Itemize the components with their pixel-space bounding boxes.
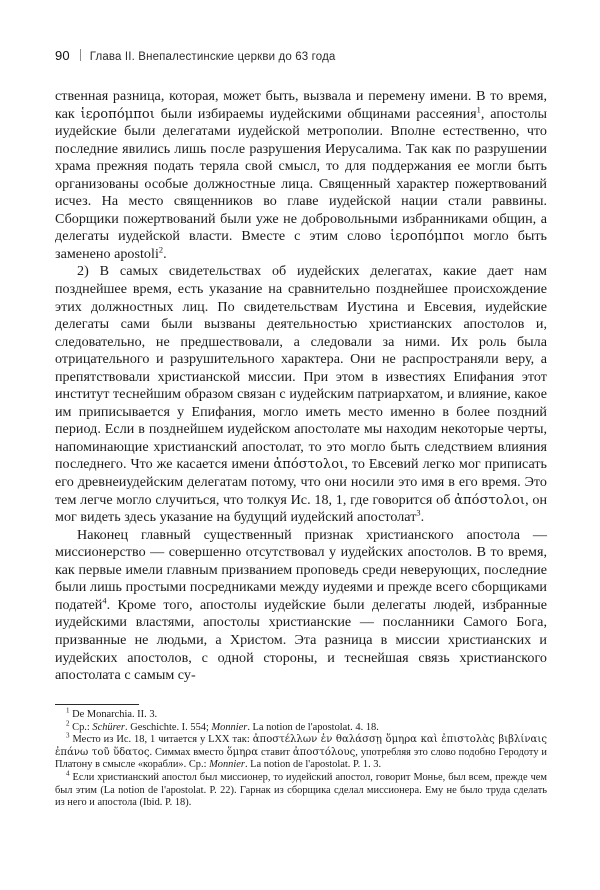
footnote-2-prefix: Cp.: <box>72 721 93 733</box>
footnote-3-segment-e: . La notion de l'apostolat. P. 1. 3. <box>244 759 382 771</box>
footnote-2-author-monnier: Monnier <box>211 721 248 733</box>
footnote-1-marker: 1 <box>66 706 70 715</box>
p1-segment-e: . <box>163 245 167 262</box>
p1-segment-a: ственная разница, которая, может быть, вызвала и перемену имени. В то время, как <box>55 88 547 122</box>
p1-segment-c: , апостолы иудейские были делегатами иудейской метрополии. Вполне естественно, что последние явились лишь после разрушения Иерусалима. Так как по разрушении храма прежняя подать теряла свой смысл, то для поддержания ее могли быть организованы особые должностные лица. Священный характер пожертвований исчез. На место священников во главе иудейской нации стали раввины. Сборщики пожертвований были уже не добровольными избранниками общин, а делегаты иудейской власти. Вместе с этим слово <box>55 105 547 245</box>
paragraph-2 <box>55 263 547 526</box>
footnote-3-greek-omera: ὅμηρα <box>226 746 259 758</box>
p3-segment-a: Наконец главный существенный признак христианского апостола — миссионерство — совершенно отсутствовал у иудейских апостолов. В то время, как первые имели главным призванием проповедь среди неверующих, последние были лишь простыми посредниками между иудеями и прежде всего сборщиками податей <box>55 526 547 613</box>
footnote-3-marker: 3 <box>66 731 70 740</box>
p2-segment-b: , то Евсевий легко мог приписать его древнеиудейским делегатам потому, что они носили это имя в его время. Это тем легче могло случиться, что толкуя Ис. 18, 1, где говорится об <box>55 456 547 508</box>
paragraph-1 <box>55 88 547 263</box>
footnote-2-author-schurer: Schürer <box>92 721 125 733</box>
footnote-3-segment-a: Место из Ис. 18, 1 читается у LXX так: <box>72 734 253 746</box>
p2-greek-apostoloi: ἀπόστολοι <box>273 457 345 473</box>
footnote-1-text: De Monarchia. II. 3. <box>72 709 158 720</box>
footnote-1 <box>55 706 547 722</box>
footnote-ref-2[interactable]: 2 <box>158 245 164 255</box>
p2-segment-d: . <box>420 509 425 526</box>
footnote-3 <box>55 731 547 772</box>
footnote-2-suffix: . La notion de l'apostolat. 4. 18. <box>247 721 379 733</box>
footnote-3-segment-c: ставит <box>258 746 293 758</box>
p2-segment-a: 2) В самых свидетельствах об иудейских делегатах, какие дает нам позднейшее время, есть указание на сравнительно позднейшее происхождение этих должностных лиц. По свидетельствам Иустина и Евсевия, иудейские делегаты сами были вызваны деятельностью христианских апостолов и, следовательно, не предшествовали, а следовали за ними. Их роль была отрицательного и разрушительного характера. Они не распространяли веру, а препятствовали христианской миссии. При этом в известиях Епифания этот институт теснейшим образом связан с иудейским патриархатом, и влияние, какое им приписывается у Епифания, могло иметь место именно в более поздний период. Если в позднейшем иудейском апостолате мы находим некоторые черты, напоминающие христианский апостолат, то это могло быть следствием влияния последнего. Что же касается имени <box>55 263 547 473</box>
footnote-4-text: Если христианский апостол был миссионер, то иудейский апостол, говорит Монье, был всем, прежде чем был этим (La notion de l'apostolat. P. 22). Гарнак из сборщика сделал миссионера. Ему не было труда сделать из него и апостола (Ibid. P. 18). <box>55 771 548 809</box>
paragraph-3 <box>55 527 547 685</box>
footnote-3-greek-lxx: ἀποστέλλων ἐν θαλάσσῃ ὅμηρα καὶ ἐπιστολὰς βιβλίναις ἐπάνω τοῦ ὕδατος <box>55 734 547 758</box>
footnote-2-middle: . Geschichte. I. 554; <box>124 721 212 733</box>
footnote-ref-3[interactable]: 3 <box>416 508 421 518</box>
footnote-2-marker: 2 <box>66 719 70 728</box>
head-divider <box>80 49 81 61</box>
p1-greek-hieropompoi-2: ἱεροπόμποι <box>390 229 465 245</box>
footnote-3-greek-apostolous: ἀποστόλους <box>292 746 356 758</box>
footnote-separator-rule <box>55 704 139 705</box>
chapter-title: Глава II. Внепалестинские церкви до 63 года <box>89 51 336 63</box>
p1-segment-d: могло быть заменено apostoli <box>55 228 547 262</box>
footnote-3-segment-d: , употребляя это слово подобно Геродоту и Платону в смысле «корабли». Ср.: <box>55 746 547 771</box>
footnote-3-author-monnier: Monnier <box>209 759 245 771</box>
page-number: 90 <box>55 48 70 63</box>
footnote-3-segment-b: . Симмах вместо <box>149 746 227 758</box>
footnote-4 <box>55 769 548 810</box>
footnote-ref-1[interactable]: 1 <box>476 104 481 114</box>
footnote-2 <box>55 719 547 735</box>
running-head <box>55 48 335 63</box>
footnote-ref-4[interactable]: 4 <box>102 596 107 606</box>
p2-greek-apostoloi-2: ἀπόστολοι <box>454 492 526 508</box>
p3-segment-b: . Кроме того, апостолы иудейские были делегаты людей, избранные иудейскими властями, апостолы христианские — посланники Самого Бога, призванные не людьми, а Христом. Эта разница в миссии христианских и иудейских апостолов, с одной стороны, и теснейшая связь христианского апостолата с самым су- <box>55 596 547 684</box>
body-text-block <box>55 88 547 685</box>
p1-segment-b: были избираемы иудейскими общинами рассеяния <box>154 105 477 122</box>
footnote-4-marker: 4 <box>66 769 70 778</box>
p2-segment-c: , он мог видеть здесь указание на будущий иудейский апостолат <box>55 491 548 526</box>
footnote-area <box>55 704 547 810</box>
p1-greek-hieropompoi: ἱεροπόμποι <box>80 106 155 122</box>
